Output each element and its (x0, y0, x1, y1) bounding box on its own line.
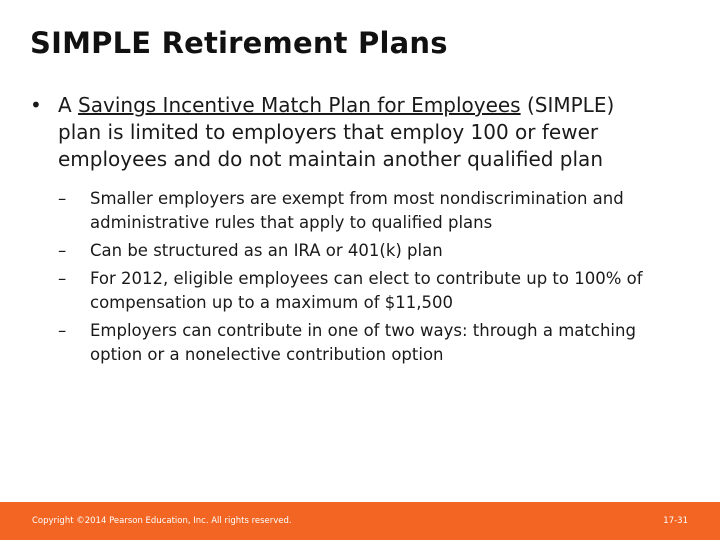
sub-bullet-mark: – (58, 241, 67, 260)
sub-bullet-mark: – (58, 321, 67, 340)
sub-bullet-mark: – (58, 269, 67, 288)
bullet-mark: • (30, 93, 42, 117)
main-bullet-prefix: A (58, 93, 79, 117)
sub-bullet (58, 319, 690, 367)
sub-bullet-list (30, 187, 690, 367)
main-bullet-suffix: (SIMPLE) plan is limited to employers that employ 100 or fewer employees and do not maintain another qualified plan (58, 93, 615, 171)
main-bullet (30, 92, 690, 173)
sub-bullet (58, 267, 690, 315)
slide-content (30, 92, 690, 371)
sub-bullet-text: Employers can contribute in one of two ways: through a matching option or a nonelective contribution option (90, 321, 636, 364)
sub-bullet (58, 239, 690, 263)
main-bullet-underlined: Savings Incentive Match Plan for Employees (78, 93, 521, 117)
page-number: 17-31 (663, 516, 688, 526)
copyright-text: Copyright ©2014 Pearson Education, Inc. All rights reserved. (32, 516, 292, 526)
sub-bullet-mark: – (58, 189, 67, 208)
slide-title: SIMPLE Retirement Plans (30, 26, 448, 60)
footer-bar (0, 502, 720, 540)
sub-bullet-text: Smaller employers are exempt from most nondiscrimination and administrative rules that apply to qualified plans (90, 189, 624, 232)
sub-bullet (58, 187, 690, 235)
sub-bullet-text: For 2012, eligible employees can elect to contribute up to 100% of compensation up to a maximum of $11,500 (90, 269, 643, 312)
sub-bullet-text: Can be structured as an IRA or 401(k) plan (90, 241, 443, 260)
main-bullet-text (58, 92, 618, 173)
